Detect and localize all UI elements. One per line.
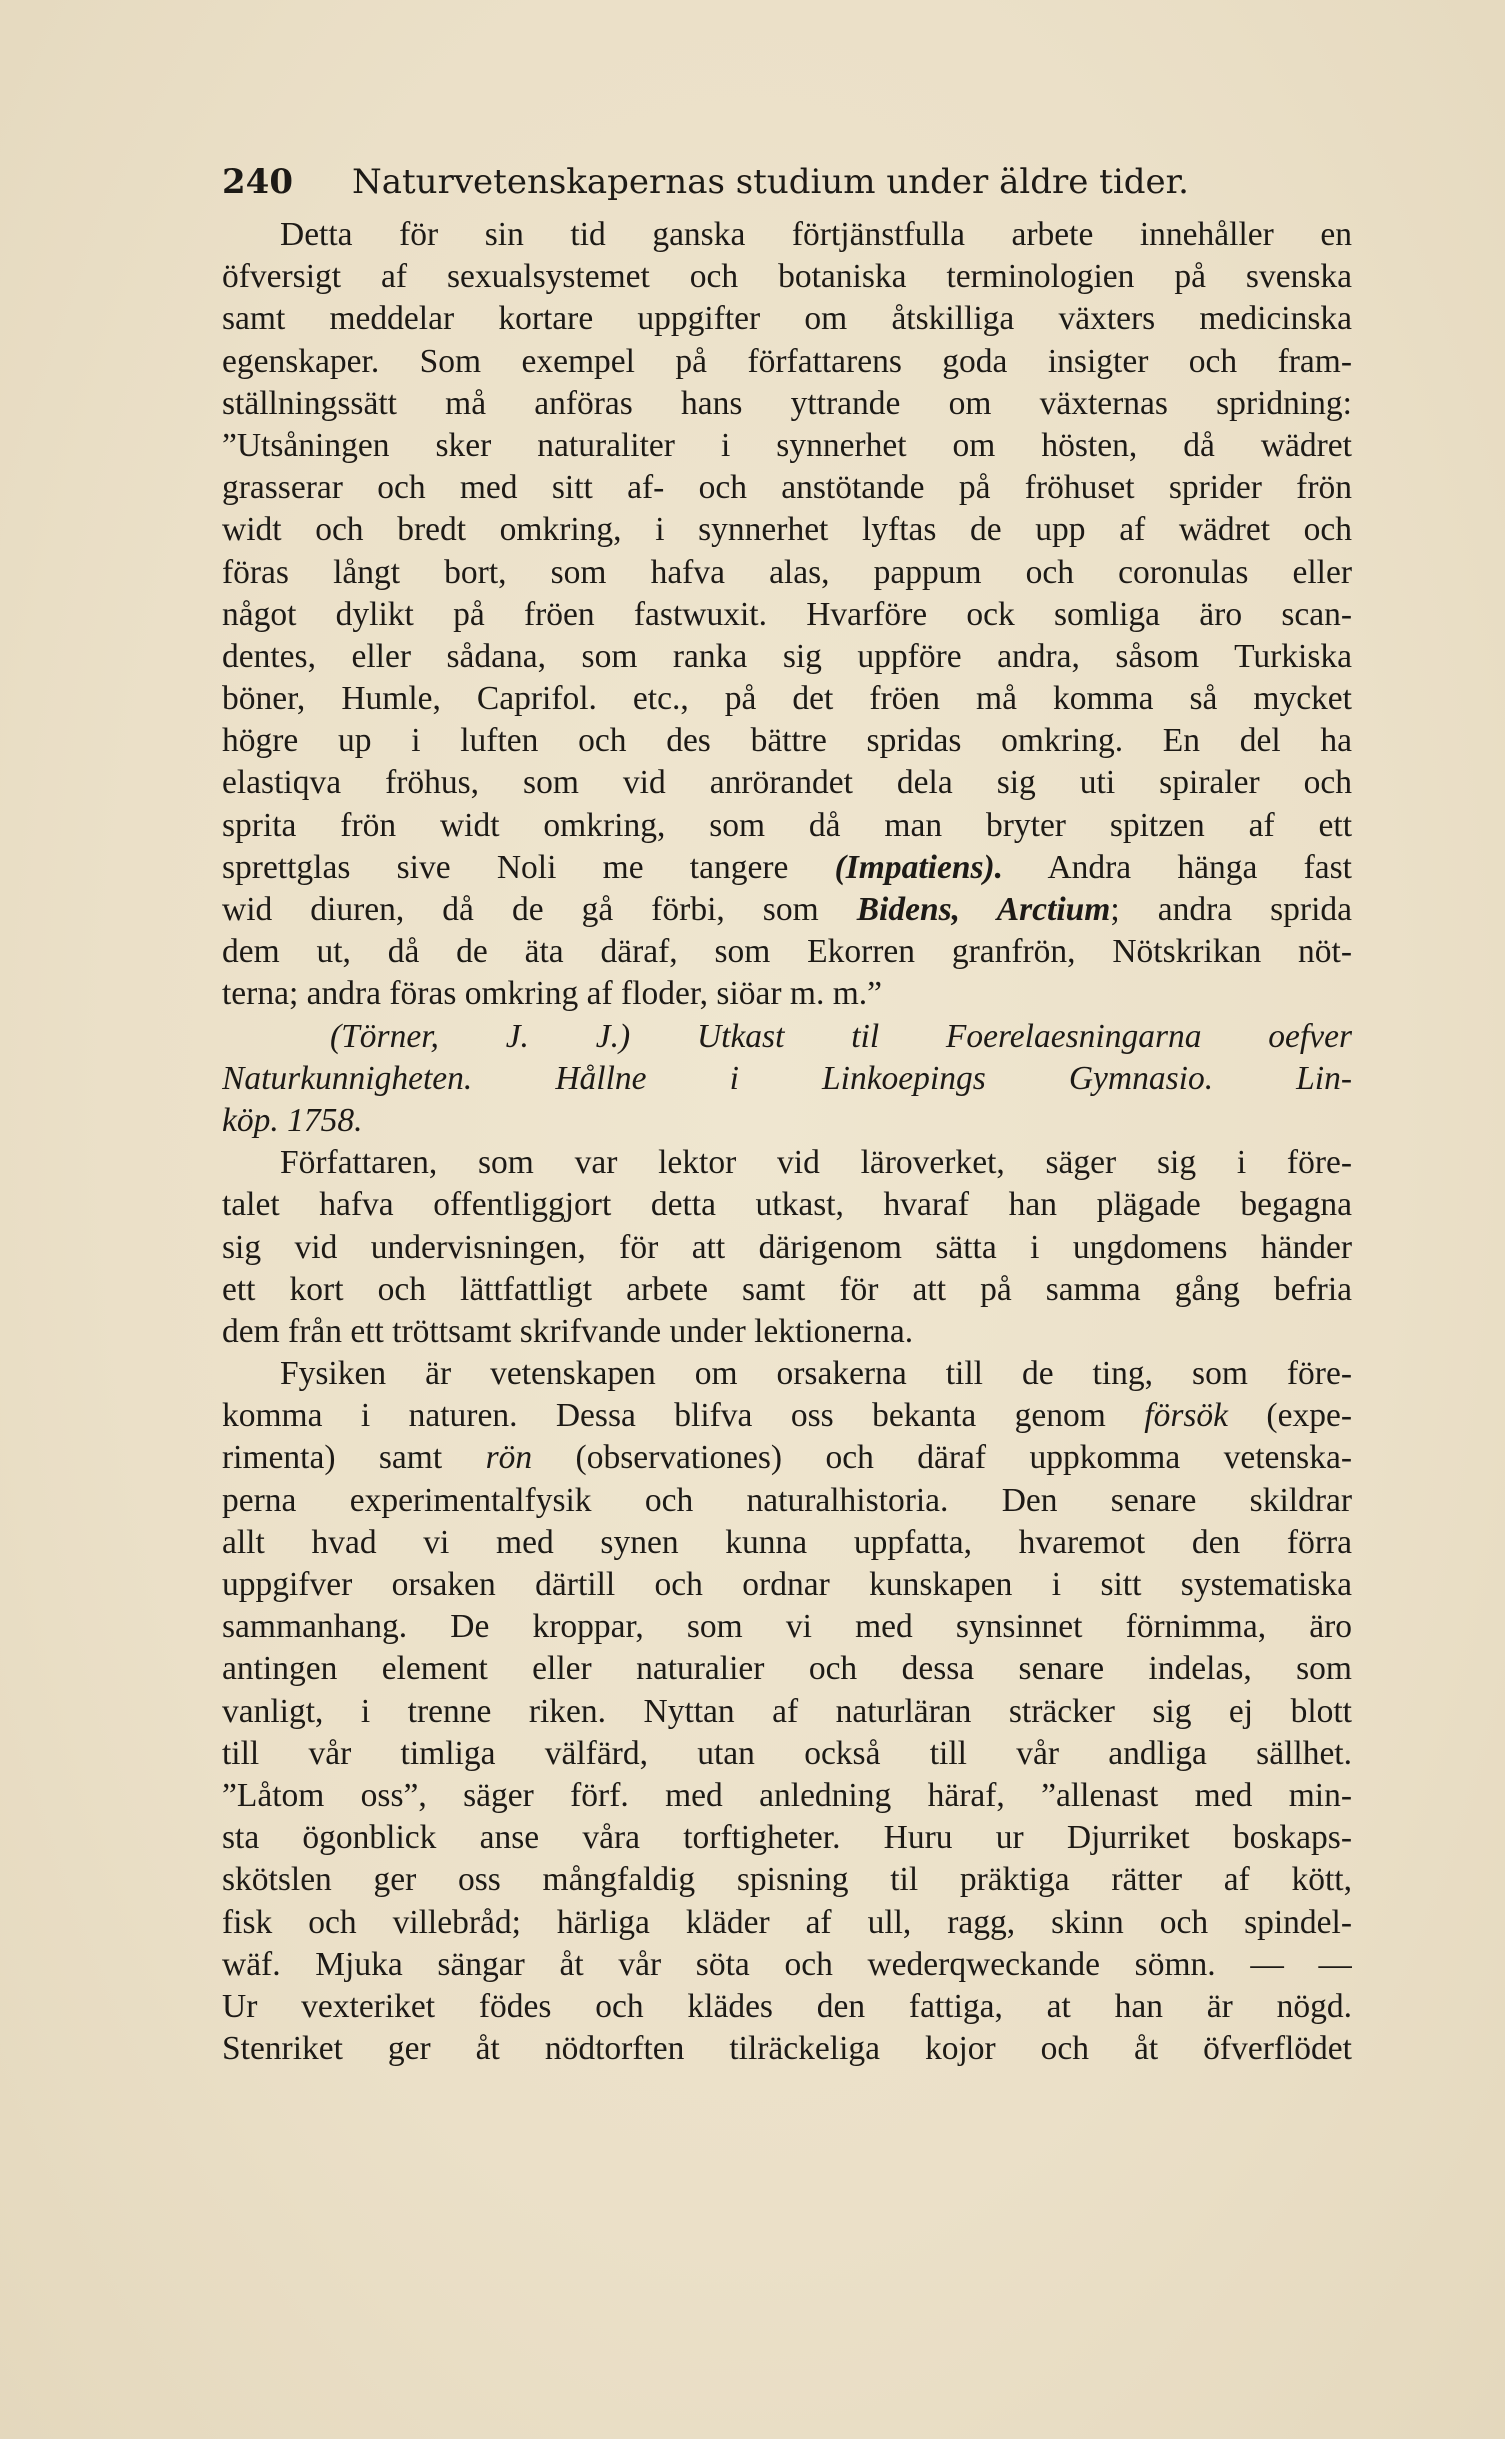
- text-line: uppgifver orsaken därtill och ordnar kunskapen i sitt systematiska: [222, 1566, 1352, 1603]
- page-content: [222, 150, 1352, 2070]
- text-line: perna experimentalfysik och naturalhistoria. Den senare skildrar: [222, 1481, 1352, 1519]
- body-text: [222, 214, 1352, 2070]
- text-line: samt meddelar kortare uppgifter om åtskilliga växters medicinska: [222, 300, 1352, 338]
- text-run: rimenta) samt: [222, 1439, 486, 1477]
- text-run: komma i naturen. Dessa blifva oss bekanta genom: [222, 1397, 1145, 1435]
- emphasis: försök: [1144, 1397, 1229, 1435]
- text-run: sprettglas sive Noli me tangere: [222, 848, 835, 886]
- text-line: talet hafva offentliggjort detta utkast, hvaraf han plägade begagna: [222, 1186, 1352, 1224]
- text-line: Ur vexteriket födes och klädes den fattiga, at han är nögd.: [222, 1987, 1352, 2025]
- text-line: något dylikt på fröen fastwuxit. Hvarföre ock somliga äro scan-: [222, 595, 1352, 633]
- text-line: Stenriket ger åt nödtorften tilräckeliga kojor och åt öfverflödet: [222, 2030, 1352, 2068]
- text-line: Fysiken är vetenskapen om orsakerna till de ting, som före-: [280, 1355, 1352, 1393]
- running-title: Naturvetenskapernas studium under äldre tider.: [352, 162, 1189, 202]
- text-line: öfversigt af sexualsystemet och botaniska terminologien på svenska: [222, 258, 1352, 296]
- citation: [222, 1016, 1352, 1143]
- text-line: Författaren, som var lektor vid läroverket, säger sig i före-: [280, 1144, 1352, 1182]
- text-line: ”Utsåningen sker naturaliter i synnerhet om hösten, då wädret: [222, 426, 1352, 464]
- text-run: wid diuren, då de gå förbi, som: [222, 891, 857, 928]
- text-line: till vår timliga välfärd, utan också till vår andliga sällhet.: [222, 1734, 1352, 1772]
- citation-line: Naturkunnigheten. Hållne i Linkoepings Gymnasio. Lin-: [222, 1059, 1352, 1097]
- text-line: högre up i luften och des bättre spridas omkring. En del ha: [222, 722, 1352, 760]
- text-line: widt och bredt omkring, i synnerhet lyftas de upp af wädret och: [222, 511, 1352, 549]
- text-line: ”Låtom oss”, säger förf. med anledning häraf, ”allenast med min-: [222, 1776, 1352, 1814]
- page-number: 240: [222, 162, 293, 202]
- species-name: Bidens, Arctium: [856, 891, 1111, 928]
- text-line: sta ögonblick anse våra torftigheter. Huru ur Djurriket boskaps-: [222, 1819, 1352, 1857]
- text-line: [222, 847, 1352, 889]
- species-name: (Impatiens).: [834, 848, 1004, 886]
- text-line: böner, Humle, Caprifol. etc., på det fröen må komma så mycket: [222, 680, 1352, 718]
- text-run: Andra hänga fast: [1003, 848, 1352, 886]
- text-line: wäf. Mjuka sängar åt vår söta och wederqweckande sömn. — —: [222, 1945, 1352, 1983]
- text-line: Detta för sin tid ganska förtjänstfulla arbete innehåller en: [280, 216, 1352, 253]
- paragraph-1: [222, 214, 1352, 1016]
- text-line: skötslen ger oss mångfaldig spisning til präktiga rätter af kött,: [222, 1861, 1352, 1899]
- emphasis: rön: [485, 1439, 533, 1477]
- text-line: [222, 1395, 1352, 1437]
- text-line: grasserar och med sitt af- och anstötande på fröhuset sprider frön: [222, 469, 1352, 507]
- paragraph-2: [222, 1142, 1352, 1353]
- text-line: elastiqva fröhus, som vid anrörandet dela sig uti spiraler och: [222, 764, 1352, 802]
- running-head: [222, 150, 1352, 214]
- text-line: [222, 1437, 1352, 1479]
- text-line: egenskaper. Som exempel på författarens goda insigter och fram-: [222, 342, 1352, 380]
- text-line: ställningssätt må anföras hans yttrande om växternas spridning:: [222, 384, 1352, 422]
- text-line: föras långt bort, som hafva alas, pappum och coronulas eller: [222, 553, 1352, 591]
- text-run: (observationes) och däraf uppkomma vetenska-: [532, 1439, 1352, 1477]
- text-line: ett kort och lättfattligt arbete samt för att på samma gång befria: [222, 1270, 1352, 1308]
- text-line: dentes, eller sådana, som ranka sig uppföre andra, såsom Turkiska: [222, 637, 1352, 675]
- text-line: allt hvad vi med synen kunna uppfatta, hvaremot den förra: [222, 1523, 1352, 1561]
- text-line: sig vid undervisningen, för att därigenom sätta i ungdomens händer: [222, 1228, 1352, 1266]
- paragraph-3: [222, 1353, 1352, 2070]
- text-run: (expe-: [1228, 1397, 1352, 1435]
- text-line: antingen element eller naturalier och dessa senare indelas, som: [222, 1650, 1352, 1688]
- text-line: dem från ett tröttsamt skrifvande under lektionerna.: [222, 1312, 914, 1350]
- text-run: ; andra sprida: [1110, 891, 1352, 928]
- citation-line: köp. 1758.: [222, 1101, 363, 1139]
- text-line: fisk och villebråd; härliga kläder af ull, ragg, skinn och spindel-: [222, 1903, 1352, 1941]
- text-line: terna; andra föras omkring af floder, siöar m. m.”: [222, 975, 883, 1013]
- text-line: sammanhang. De kroppar, som vi med synsinnet förnimma, äro: [222, 1608, 1352, 1646]
- text-line: [222, 889, 1352, 931]
- text-line: vanligt, i trenne riken. Nyttan af naturläran sträcker sig ej blott: [222, 1692, 1352, 1730]
- citation-line: (Törner, J. J.) Utkast til Foerelaesningarna oefver: [330, 1017, 1352, 1055]
- text-line: sprita frön widt omkring, som då man bryter spitzen af ett: [222, 806, 1352, 844]
- text-line: dem ut, då de äta däraf, som Ekorren granfrön, Nötskrikan nöt-: [222, 933, 1352, 971]
